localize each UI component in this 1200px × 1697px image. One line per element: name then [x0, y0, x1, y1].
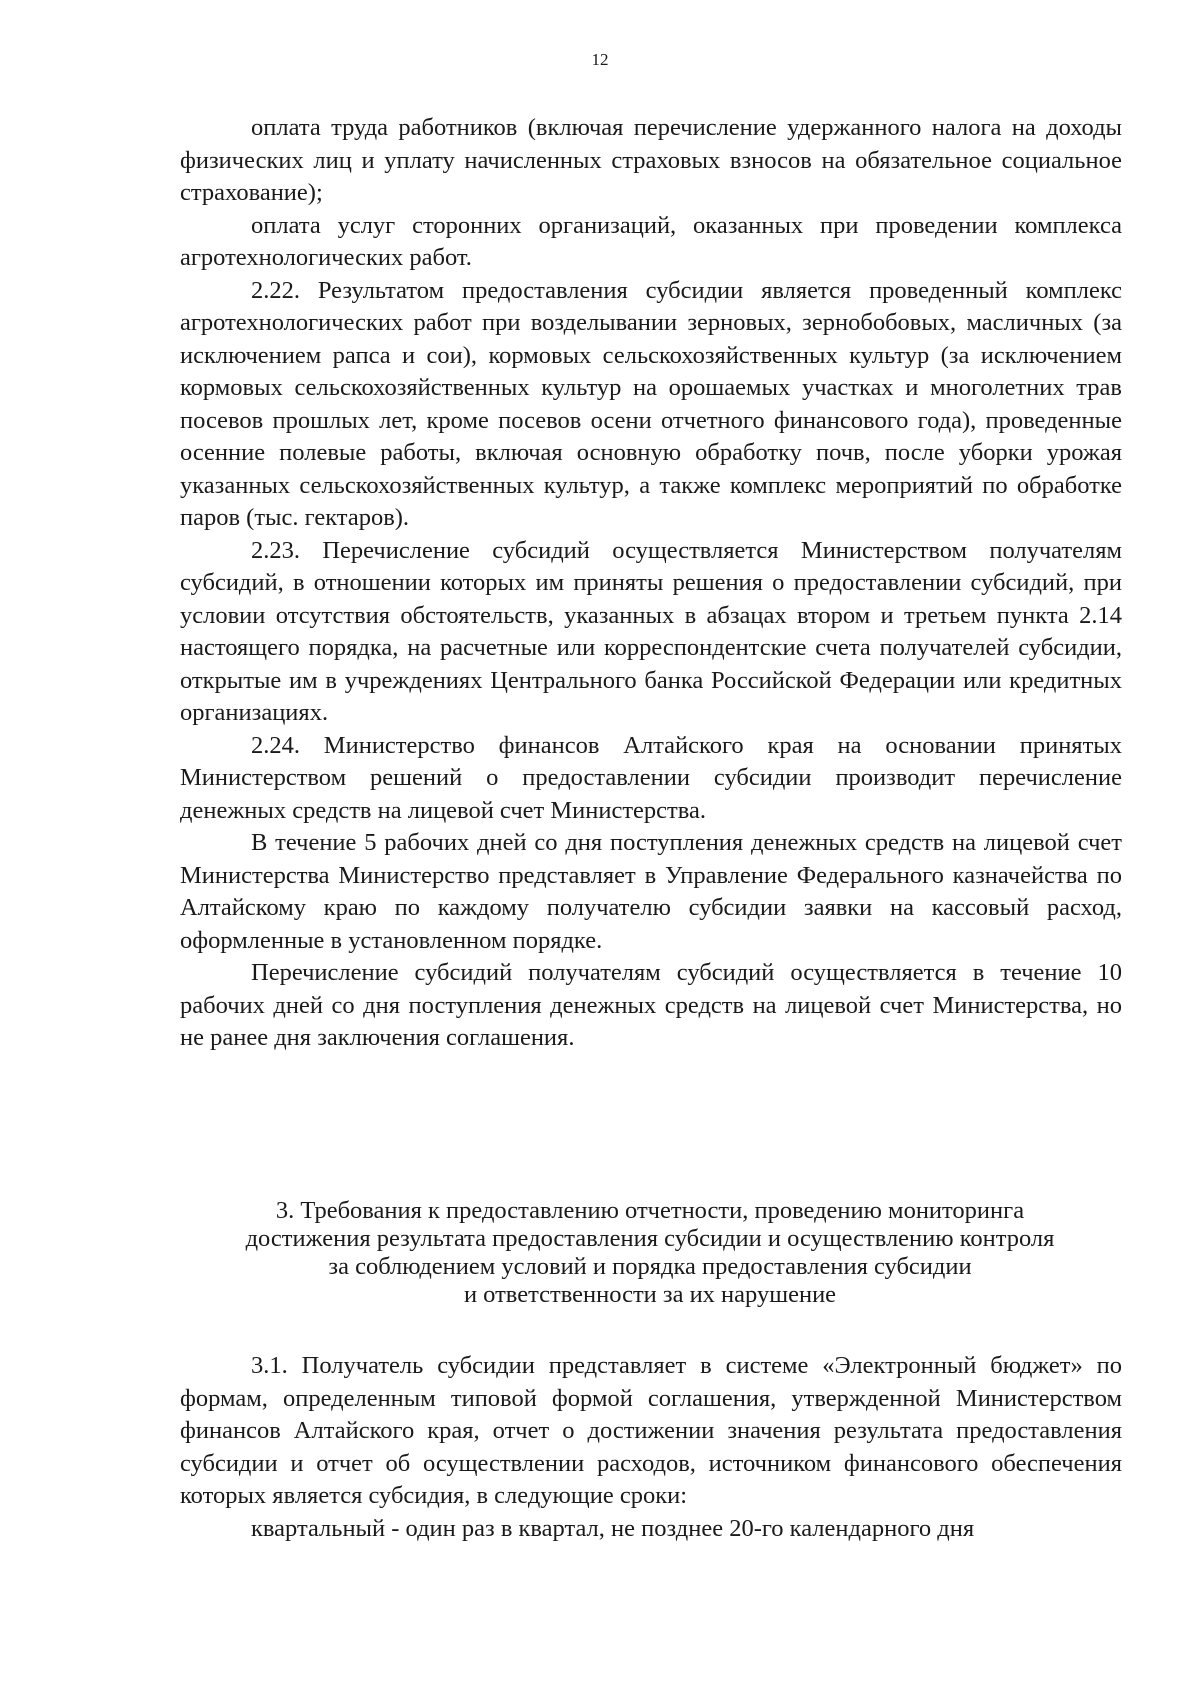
paragraph: оплата труда работников (включая перечисление удержанного налога на доходы физических лиц и уплату начисленных страховых взносов на обязательное социальное страхование);	[180, 114, 1122, 206]
paragraph: 2.24. Министерство финансов Алтайского края на основании принятых Министерством решений о предоставлении субсидии производит перечисление денежных средств на лицевой счет Министерства.	[180, 731, 1122, 824]
page-number: 12	[591, 50, 609, 69]
section-heading-line: и ответственности за их нарушение	[463, 1281, 837, 1308]
paragraph: 2.22. Результатом предоставления субсидии является проведенный комплекс агротехнологических работ при возделывании зерновых, зернобобовых, масличных (за исключением рапса и сои), кормовых сельскохозяйственных культур (за исключением кормовых сельскохозяйственных культур на орошаемых участках и многолетних трав посевов прошлых лет, кроме посевов осени отчетного финансового года), проведенные осенние полевые работы, включая основную обработку почв, после уборки урожая указанных сельскохозяйственных культур, а также комплекс мероприятий по обработке паров (тыс. гектаров).	[180, 276, 1122, 531]
section-heading	[150, 1197, 1150, 1309]
section-heading-line: 3. Требования к предоставлению отчетности, проведению мониторинга	[275, 1197, 1025, 1224]
paragraph: В течение 5 рабочих дней со дня поступления денежных средств на лицевой счет Министерства Министерство представляет в Управление Федерального казначейства по Алтайскому краю по каждому получателю субсидии заявки на кассовый расход, оформленные в установленном порядке.	[180, 829, 1122, 954]
section-heading-line: за соблюдением условий и порядка предоставления субсидии	[328, 1253, 972, 1280]
paragraph: оплата услуг сторонних организаций, оказанных при проведении комплекса агротехнологических работ.	[180, 211, 1122, 271]
body-text	[180, 112, 1122, 1055]
paragraph: квартальный - один раз в квартал, не позднее 20-го календарного дня	[251, 1514, 975, 1542]
section-heading-line: достижения результата предоставления субсидии и осуществлению контроля	[245, 1225, 1055, 1252]
section-body-text	[180, 1350, 1122, 1545]
paragraph: 2.23. Перечисление субсидий осуществляется Министерством получателям субсидий, в отношении которых им приняты решения о предоставлении субсидий, при условии отсутствия обстоятельств, указанных в абзацах втором и третьем пункта 2.14 настоящего порядка, на расчетные или корреспондентские счета получателей субсидии, открытые им в учреждениях Центрального банка Российской Федерации или кредитных организациях.	[180, 536, 1122, 726]
paragraph: Перечисление субсидий получателям субсидий осуществляется в течение 10 рабочих дней со дня поступления денежных средств на лицевой счет Министерства, но не ранее дня заключения соглашения.	[180, 959, 1122, 1051]
paragraph: 3.1. Получатель субсидии представляет в системе «Электронный бюджет» по формам, определенным типовой формой соглашения, утвержденной Министерством финансов Алтайского края, отчет о достижении значения результата предоставления субсидии и отчет об осуществлении расходов, источником финансового обеспечения которых является субсидия, в следующие сроки:	[180, 1352, 1122, 1509]
